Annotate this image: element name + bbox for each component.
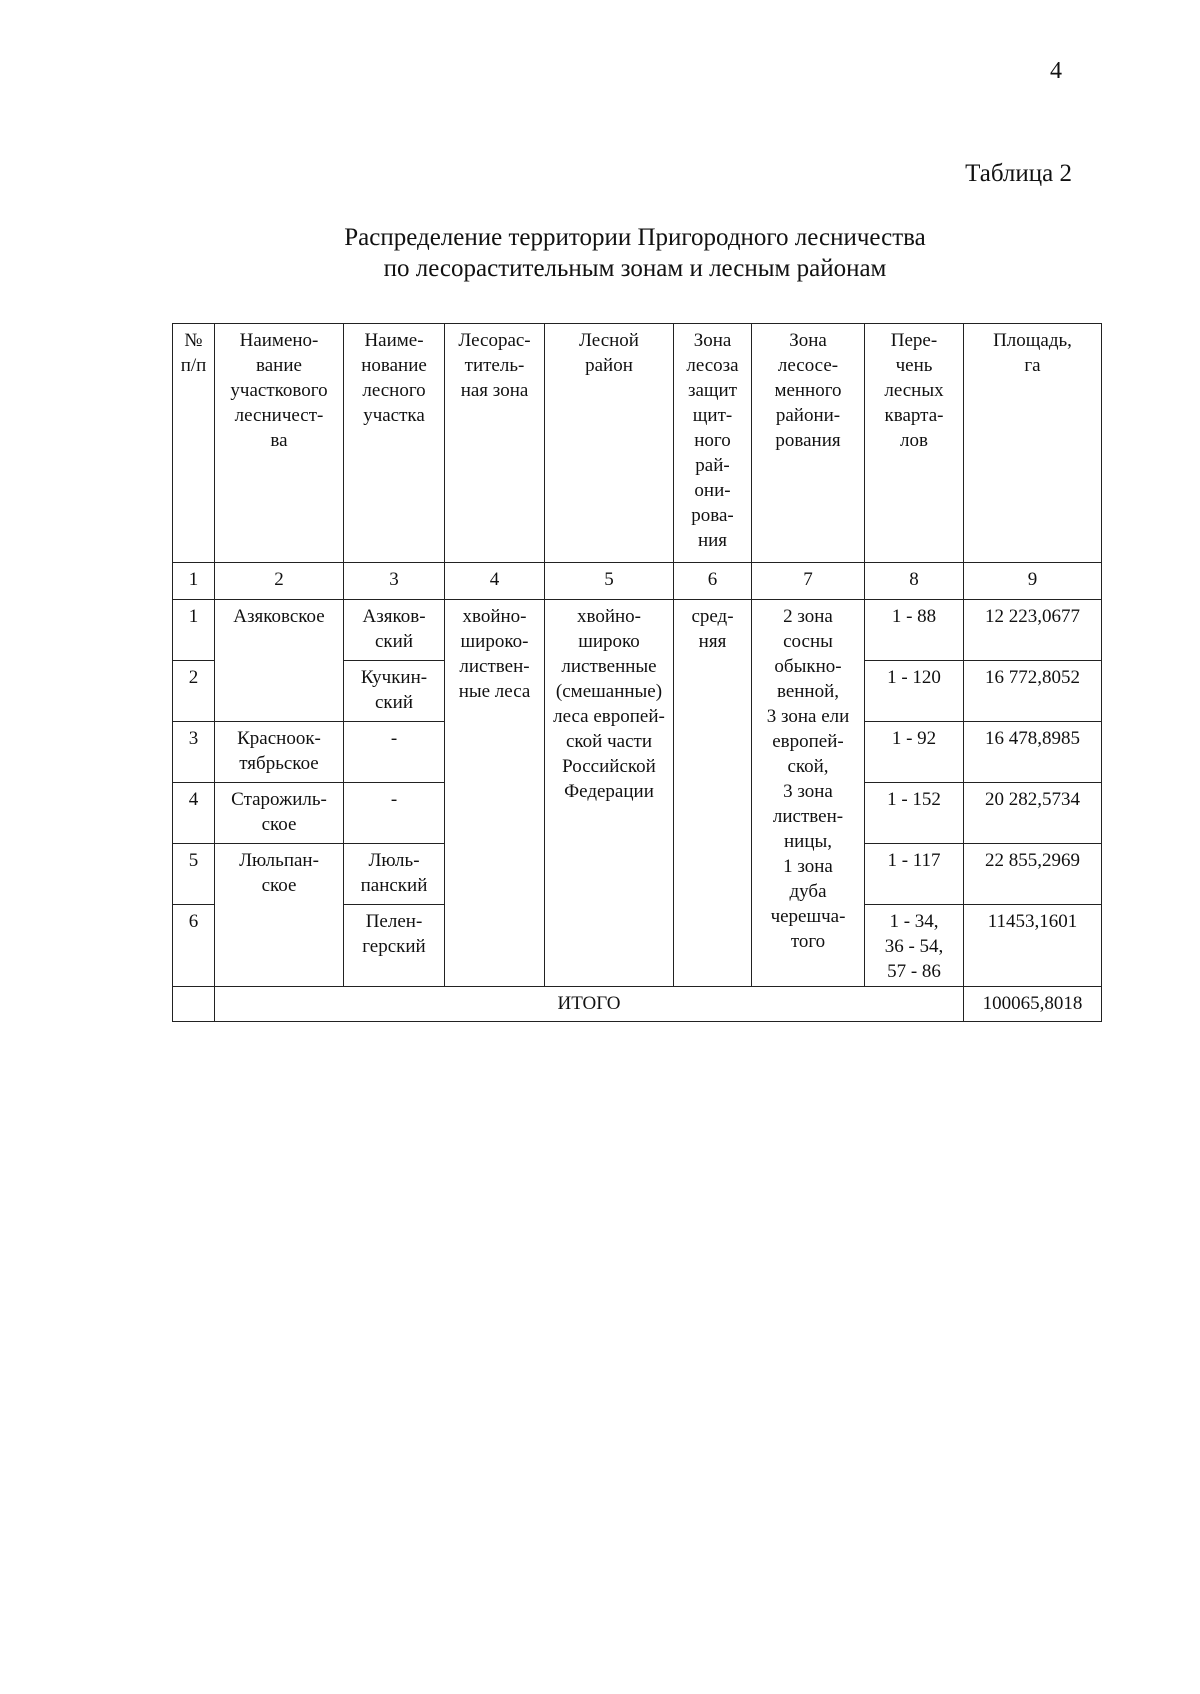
column-number: 5 bbox=[545, 563, 674, 600]
column-number: 4 bbox=[445, 563, 545, 600]
area-value: 16 478,8985 bbox=[964, 722, 1102, 783]
forestry-name: Старожиль- ское bbox=[215, 783, 344, 844]
area-value: 20 282,5734 bbox=[964, 783, 1102, 844]
area-value: 12 223,0677 bbox=[964, 600, 1102, 661]
total-empty-cell bbox=[173, 987, 215, 1022]
forestry-name: Люльпан- ское bbox=[215, 844, 344, 987]
plot-name: Пелен- герский bbox=[344, 905, 445, 987]
forestry-name: Красноок- тябрьское bbox=[215, 722, 344, 783]
title-line-2: по лесорастительным зонам и лесным районам bbox=[383, 255, 887, 282]
column-number: 7 bbox=[752, 563, 865, 600]
area-value: 22 855,2969 bbox=[964, 844, 1102, 905]
plot-name: Азяков- ский bbox=[344, 600, 445, 661]
column-number: 3 bbox=[344, 563, 445, 600]
header-cell: Наимено- вание участкового лесничест- ва bbox=[215, 324, 344, 563]
table-caption: Таблица 2 bbox=[965, 160, 1072, 187]
header-cell: № п/п bbox=[173, 324, 215, 563]
area-value: 11453,1601 bbox=[964, 905, 1102, 987]
header-cell: Площадь, га bbox=[964, 324, 1102, 563]
quarters-list: 1 - 152 bbox=[865, 783, 964, 844]
quarters-list: 1 - 117 bbox=[865, 844, 964, 905]
header-row bbox=[173, 324, 1102, 563]
plot-name: - bbox=[344, 722, 445, 783]
row-number: 1 bbox=[173, 600, 215, 661]
total-value: 100065,8018 bbox=[964, 987, 1102, 1022]
quarters-list: 1 - 34, 36 - 54, 57 - 86 bbox=[865, 905, 964, 987]
header-cell: Зона лесоза защит щит- ного рай- они- рова- ния bbox=[674, 324, 752, 563]
seed-zone: 2 зона сосны обыкно- венной, 3 зона ели европей- ской, 3 зона листвен- ницы, 1 зона дуба черешча- того bbox=[752, 600, 865, 987]
row-number: 5 bbox=[173, 844, 215, 905]
row-number: 6 bbox=[173, 905, 215, 987]
header-cell: Лесорас- титель- ная зона bbox=[445, 324, 545, 563]
quarters-list: 1 - 120 bbox=[865, 661, 964, 722]
plot-name: Кучкин- ский bbox=[344, 661, 445, 722]
total-label: ИТОГО bbox=[215, 987, 964, 1022]
page-number: 4 bbox=[1050, 58, 1062, 84]
document-title bbox=[0, 222, 1200, 284]
plot-name: - bbox=[344, 783, 445, 844]
table-row bbox=[173, 600, 1102, 661]
forest-region: хвойно- широко лиственные (смешанные) леса европей- ской части Российской Федерации bbox=[545, 600, 674, 987]
header-cell: Наиме- нование лесного участка bbox=[344, 324, 445, 563]
row-number: 2 bbox=[173, 661, 215, 722]
quarters-list: 1 - 92 bbox=[865, 722, 964, 783]
column-number: 1 bbox=[173, 563, 215, 600]
header-cell: Зона лесосе- менного райони- рования bbox=[752, 324, 865, 563]
column-number: 2 bbox=[215, 563, 344, 600]
column-number: 6 bbox=[674, 563, 752, 600]
row-number: 4 bbox=[173, 783, 215, 844]
forestry-name: Азяковское bbox=[215, 600, 344, 722]
area-value: 16 772,8052 bbox=[964, 661, 1102, 722]
title-line-1: Распределение территории Пригородного лесничества bbox=[344, 224, 926, 251]
column-number: 9 bbox=[964, 563, 1102, 600]
row-number: 3 bbox=[173, 722, 215, 783]
quarters-list: 1 - 88 bbox=[865, 600, 964, 661]
plot-name: Люль- панский bbox=[344, 844, 445, 905]
vegetation-zone: хвойно- широко- листвен- ные леса bbox=[445, 600, 545, 987]
header-cell: Пере- чень лесных кварта- лов bbox=[865, 324, 964, 563]
header-cell: Лесной район bbox=[545, 324, 674, 563]
forestry-distribution-table bbox=[172, 323, 1102, 1022]
column-number: 8 bbox=[865, 563, 964, 600]
total-row bbox=[173, 987, 1102, 1022]
column-number-row bbox=[173, 563, 1102, 600]
protection-zone: сред- няя bbox=[674, 600, 752, 987]
